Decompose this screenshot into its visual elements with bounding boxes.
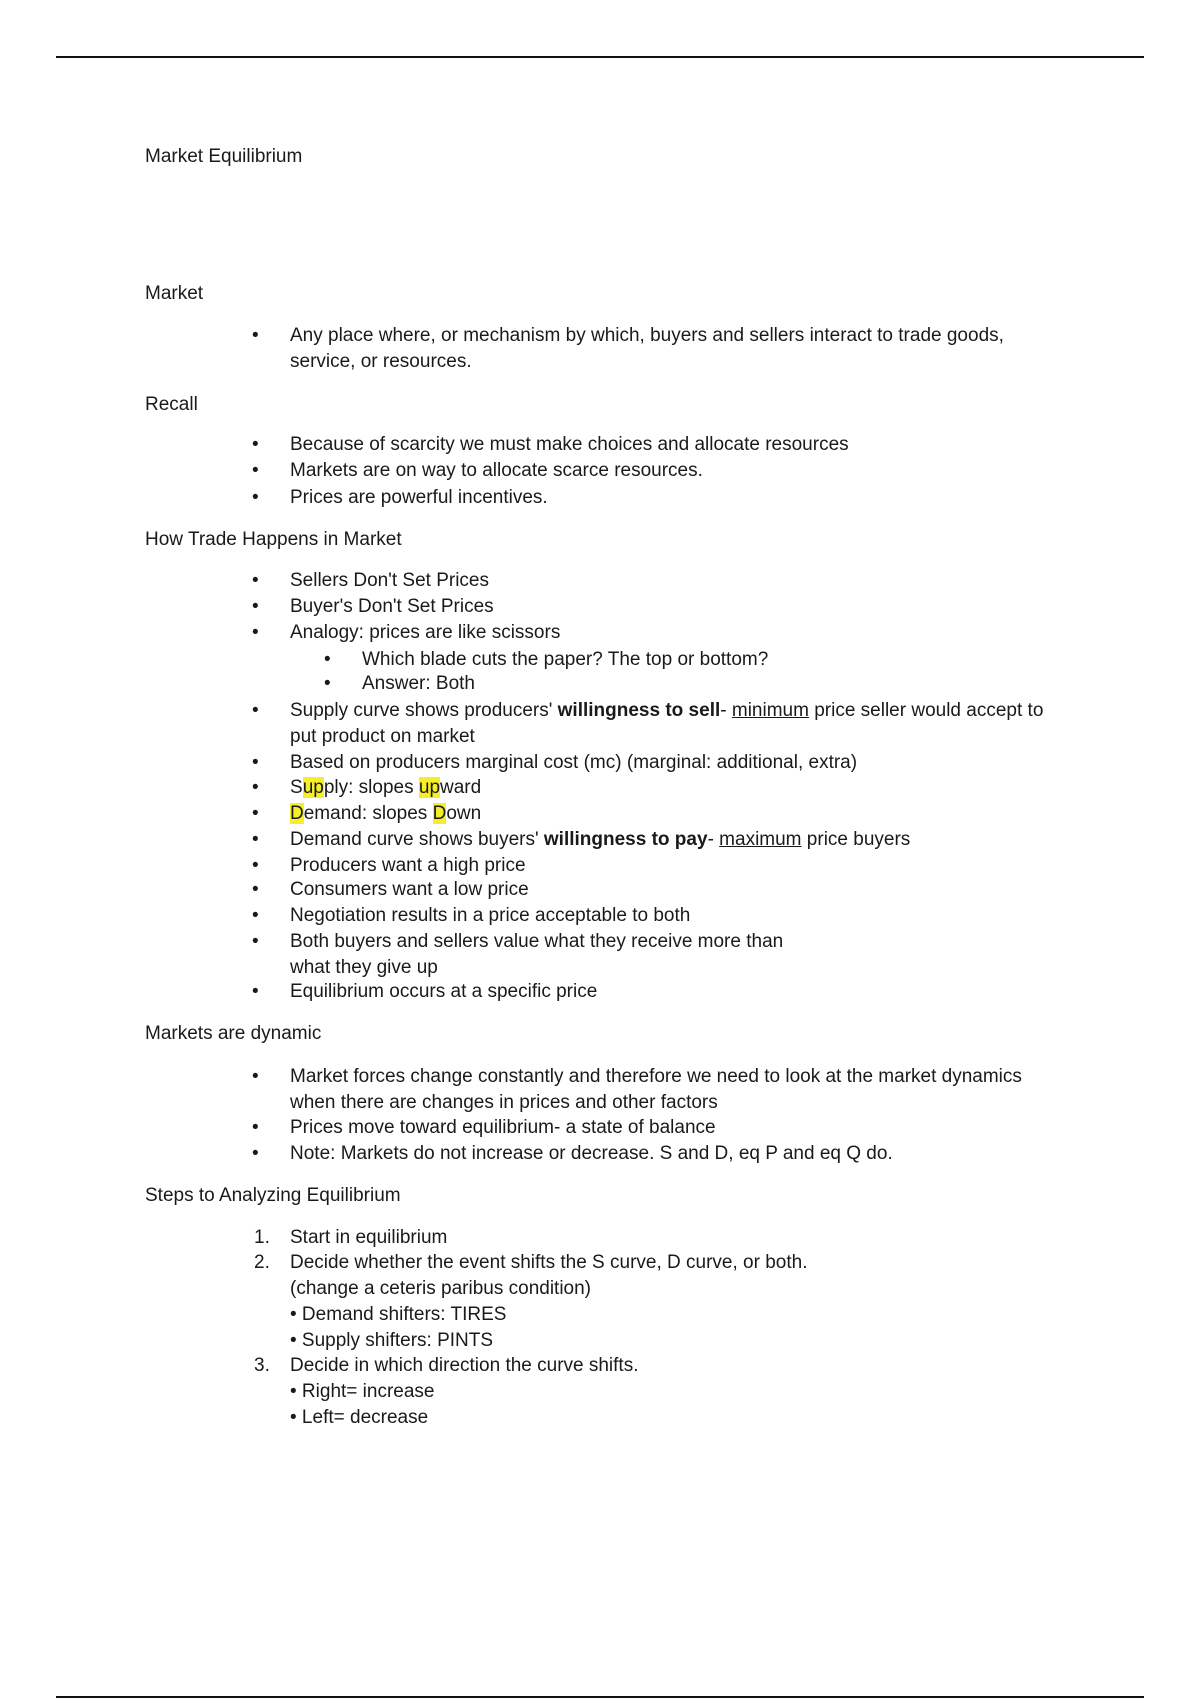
- step-number: 3.: [254, 1355, 270, 1376]
- step-detail: • Left= decrease: [290, 1407, 429, 1428]
- page-title: Market Equilibrium: [145, 146, 303, 167]
- list-item: Buyer's Don't Set Prices: [290, 596, 494, 617]
- step-number: 2.: [254, 1252, 270, 1273]
- step-detail: • Supply shifters: PINTS: [290, 1330, 494, 1351]
- section-heading-market: Market: [145, 283, 204, 304]
- bullet-icon: •: [252, 487, 259, 508]
- text-run: ply: slopes: [323, 777, 419, 798]
- underlined-text: minimum: [731, 700, 809, 721]
- text-run: emand: slopes: [303, 803, 433, 824]
- bullet-icon: •: [252, 1066, 259, 1087]
- step-item: Start in equilibrium: [290, 1227, 448, 1248]
- bullet-icon: •: [252, 700, 259, 721]
- list-item: Both buyers and sellers value what they receive more than: [290, 931, 784, 952]
- bottom-rule: [56, 1696, 1144, 1698]
- sub-list-item: Answer: Both: [362, 673, 475, 694]
- text-run: price seller would accept to: [808, 700, 1044, 721]
- bullet-icon: •: [252, 1117, 259, 1138]
- bullet-icon: •: [252, 460, 259, 481]
- bold-text: willingness to sell: [557, 700, 721, 721]
- list-item: Any place where, or mechanism by which, buyers and sellers interact to trade goods,: [290, 325, 1004, 346]
- bullet-icon: •: [252, 325, 259, 346]
- bullet-icon: •: [252, 855, 259, 876]
- list-item-continuation: what they give up: [290, 957, 438, 978]
- highlighted-text: up: [418, 777, 441, 798]
- bullet-icon: •: [252, 1143, 259, 1164]
- bullet-icon: •: [252, 981, 259, 1002]
- section-heading-trade: How Trade Happens in Market: [145, 529, 402, 550]
- list-item: Markets are on way to allocate scarce resources.: [290, 460, 703, 481]
- list-item: Based on producers marginal cost (mc) (marginal: additional, extra): [290, 752, 858, 773]
- list-item: Producers want a high price: [290, 855, 526, 876]
- section-heading-steps: Steps to Analyzing Equilibrium: [145, 1185, 401, 1206]
- list-item: Analogy: prices are like scissors: [290, 622, 561, 643]
- list-item: Market forces change constantly and therefore we need to look at the market dynamics: [290, 1066, 1022, 1087]
- step-detail: • Right= increase: [290, 1381, 435, 1402]
- highlighted-text: D: [432, 803, 447, 824]
- bullet-icon: •: [252, 622, 259, 643]
- bullet-icon: •: [252, 829, 259, 850]
- list-item-supply-slope: [290, 777, 481, 799]
- text-run: -: [720, 700, 732, 721]
- bullet-icon: •: [252, 570, 259, 591]
- bullet-icon: •: [252, 596, 259, 617]
- list-item: Note: Markets do not increase or decrease. S and D, eq P and eq Q do.: [290, 1143, 893, 1164]
- list-item: Negotiation results in a price acceptable to both: [290, 905, 691, 926]
- bullet-icon: •: [324, 673, 331, 694]
- sub-list-item: Which blade cuts the paper? The top or bottom?: [362, 649, 769, 670]
- text-run: Supply curve shows producers': [290, 700, 558, 721]
- text-run: ward: [440, 777, 482, 798]
- underlined-text: maximum: [719, 829, 802, 850]
- bullet-icon: •: [252, 803, 259, 824]
- bullet-icon: •: [324, 649, 331, 670]
- section-heading-recall: Recall: [145, 394, 198, 415]
- list-item-demand-slope: [290, 803, 481, 825]
- text-run: own: [446, 803, 482, 824]
- text-run: S: [290, 777, 303, 798]
- list-item: service, or resources.: [290, 351, 472, 372]
- text-run: -: [707, 829, 720, 850]
- step-detail: (change a ceteris paribus condition): [290, 1278, 592, 1299]
- bullet-icon: •: [252, 752, 259, 773]
- list-item-continuation: when there are changes in prices and other factors: [290, 1092, 718, 1113]
- step-item: Decide in which direction the curve shifts.: [290, 1355, 639, 1376]
- step-detail: • Demand shifters: TIRES: [290, 1304, 507, 1325]
- list-item-supply-curve: [290, 700, 1043, 722]
- list-item: Prices move toward equilibrium- a state of balance: [290, 1117, 716, 1138]
- highlighted-text: up: [302, 777, 324, 798]
- list-item: Equilibrium occurs at a specific price: [290, 981, 598, 1002]
- highlighted-text: D: [290, 803, 304, 824]
- list-item: Sellers Don't Set Prices: [290, 570, 489, 591]
- bold-text: willingness to pay: [543, 829, 708, 850]
- list-item: Because of scarcity we must make choices and allocate resources: [290, 434, 849, 455]
- bullet-icon: •: [252, 777, 259, 798]
- section-heading-dynamic: Markets are dynamic: [145, 1023, 322, 1044]
- bullet-icon: •: [252, 879, 259, 900]
- step-number: 1.: [254, 1227, 270, 1248]
- bullet-icon: •: [252, 905, 259, 926]
- bullet-icon: •: [252, 931, 259, 952]
- list-item-demand-curve: [290, 829, 910, 851]
- text-run: Demand curve shows buyers': [290, 829, 544, 850]
- step-item: Decide whether the event shifts the S curve, D curve, or both.: [290, 1252, 808, 1273]
- list-item-continuation: put product on market: [290, 726, 475, 747]
- list-item: Prices are powerful incentives.: [290, 487, 548, 508]
- bullet-icon: •: [252, 434, 259, 455]
- list-item: Consumers want a low price: [290, 879, 529, 900]
- text-run: price buyers: [801, 829, 911, 850]
